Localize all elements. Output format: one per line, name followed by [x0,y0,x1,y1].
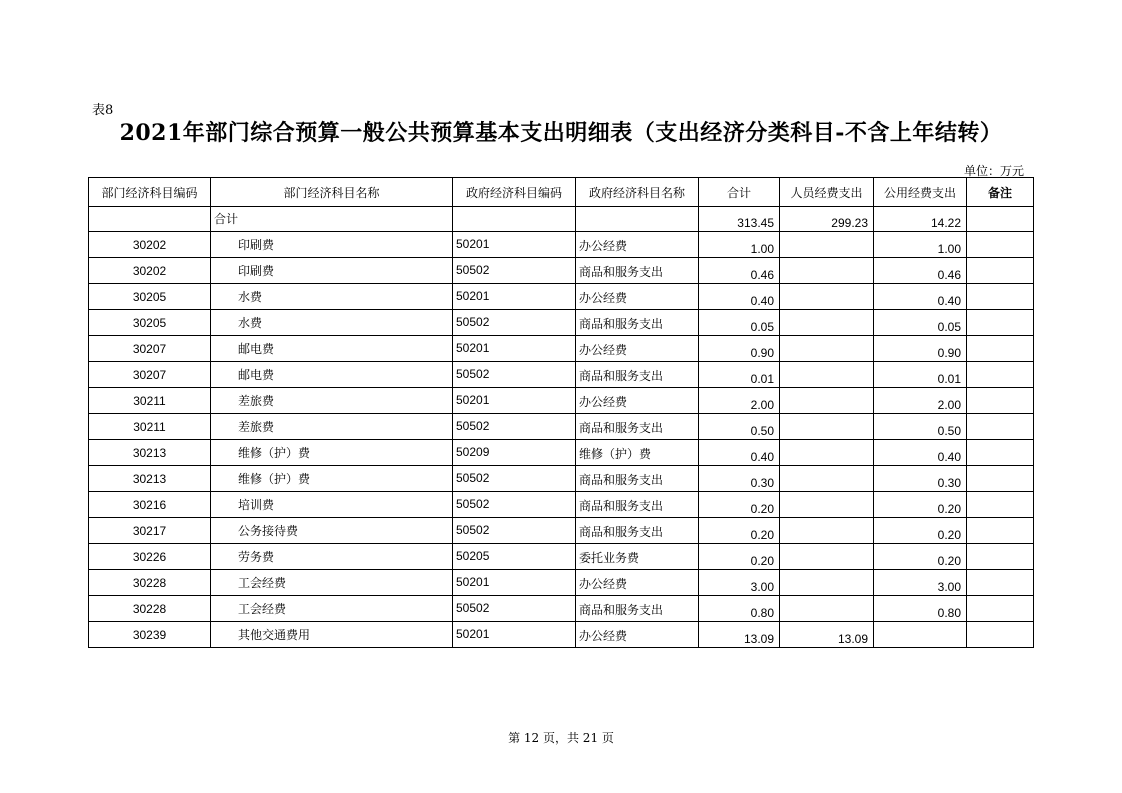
personnel-cell [780,440,874,466]
gov-code-cell: 50201 [453,388,576,414]
table-row [89,336,1034,362]
dept-code-cell: 30213 [89,466,211,492]
dept-code-cell: 30228 [89,596,211,622]
personnel-cell [780,596,874,622]
remarks-cell [967,570,1034,596]
table-header-row [89,178,1034,207]
dept-name-cell: 维修（护）费 [211,440,453,466]
page-footer: 第 12 页，共 21 页 [508,731,614,745]
table-row [89,284,1034,310]
table-row [89,232,1034,258]
personnel-cell [780,310,874,336]
table-row [89,596,1034,622]
dept-name-cell: 其他交通费用 [211,622,453,648]
dept-name-cell: 工会经费 [211,570,453,596]
gov-name-cell: 商品和服务支出 [576,258,699,284]
remarks-cell [967,622,1034,648]
remarks-cell [967,544,1034,570]
table-row [89,570,1034,596]
gov-name-cell: 商品和服务支出 [576,492,699,518]
dept-name-cell: 工会经费 [211,596,453,622]
header-remarks: 备注 [967,178,1034,207]
dept-name-cell: 邮电费 [211,362,453,388]
header-gov-code: 政府经济科目编码 [453,178,576,207]
header-dept-code: 部门经济科目编码 [89,178,211,207]
dept-code-cell: 30239 [89,622,211,648]
table-row [89,544,1034,570]
dept-code-cell: 30207 [89,336,211,362]
public-cell: 0.05 [874,310,967,336]
dept-name-cell: 培训费 [211,492,453,518]
total-cell: 13.09 [699,622,780,648]
dept-name-cell: 劳务费 [211,544,453,570]
header-personnel: 人员经费支出 [780,178,874,207]
total-cell: 0.40 [699,284,780,310]
personnel-cell [780,232,874,258]
total-cell: 0.40 [699,440,780,466]
gov-code-cell: 50201 [453,336,576,362]
total-cell: 0.20 [699,492,780,518]
gov-code-cell: 50502 [453,518,576,544]
remarks-cell [967,466,1034,492]
table-row [89,492,1034,518]
remarks-cell [967,414,1034,440]
remarks-cell [967,284,1034,310]
total-remarks [967,207,1034,232]
personnel-cell [780,388,874,414]
personnel-cell [780,258,874,284]
dept-code-cell: 30205 [89,310,211,336]
total-cell: 3.00 [699,570,780,596]
dept-name-cell: 印刷费 [211,232,453,258]
dept-code-cell: 30216 [89,492,211,518]
public-cell: 0.90 [874,336,967,362]
remarks-cell [967,492,1034,518]
total-cell: 0.80 [699,596,780,622]
gov-code-cell: 50201 [453,232,576,258]
dept-code-cell: 30202 [89,258,211,284]
gov-name-cell: 商品和服务支出 [576,596,699,622]
dept-code-cell: 30205 [89,284,211,310]
remarks-cell [967,596,1034,622]
header-public: 公用经费支出 [874,178,967,207]
gov-name-cell: 维修（护）费 [576,440,699,466]
total-cell: 0.01 [699,362,780,388]
total-gov-code [453,207,576,232]
personnel-cell [780,466,874,492]
gov-code-cell: 50502 [453,466,576,492]
total-cell: 0.90 [699,336,780,362]
public-cell: 0.46 [874,258,967,284]
gov-code-cell: 50201 [453,570,576,596]
personnel-cell [780,362,874,388]
personnel-cell [780,518,874,544]
personnel-cell [780,414,874,440]
budget-detail-table [88,177,1034,648]
remarks-cell [967,440,1034,466]
dept-code-cell: 30213 [89,440,211,466]
gov-name-cell: 办公经费 [576,336,699,362]
table-number: 表8 [92,103,114,118]
header-dept-name: 部门经济科目名称 [211,178,453,207]
table-row [89,258,1034,284]
dept-code-cell: 30207 [89,362,211,388]
total-cell: 0.05 [699,310,780,336]
dept-name-cell: 差旅费 [211,388,453,414]
total-public: 14.22 [874,207,967,232]
public-cell: 0.40 [874,284,967,310]
gov-code-cell: 50205 [453,544,576,570]
table-row [89,388,1034,414]
total-cell: 1.00 [699,232,780,258]
personnel-cell [780,544,874,570]
gov-name-cell: 办公经费 [576,388,699,414]
public-cell: 0.20 [874,492,967,518]
personnel-cell [780,570,874,596]
gov-code-cell: 50201 [453,284,576,310]
dept-name-cell: 邮电费 [211,336,453,362]
table-row [89,440,1034,466]
total-row [89,207,1034,232]
gov-code-cell: 50502 [453,310,576,336]
public-cell: 2.00 [874,388,967,414]
remarks-cell [967,518,1034,544]
gov-code-cell: 50502 [453,362,576,388]
gov-code-cell: 50201 [453,622,576,648]
gov-name-cell: 商品和服务支出 [576,362,699,388]
public-cell: 1.00 [874,232,967,258]
gov-code-cell: 50209 [453,440,576,466]
dept-name-cell: 维修（护）费 [211,466,453,492]
page-title: 2021年部门综合预算一般公共预算基本支出明细表（支出经济分类科目-不含上年结转） [119,120,1003,146]
gov-name-cell: 办公经费 [576,570,699,596]
header-total: 合计 [699,178,780,207]
dept-code-cell: 30217 [89,518,211,544]
total-label: 合计 [211,207,453,232]
personnel-cell [780,492,874,518]
personnel-cell: 13.09 [780,622,874,648]
public-cell: 0.80 [874,596,967,622]
dept-code-cell: 30211 [89,388,211,414]
total-cell: 2.00 [699,388,780,414]
public-cell: 0.40 [874,440,967,466]
total-gov-name [576,207,699,232]
total-cell: 0.20 [699,544,780,570]
public-cell: 0.20 [874,518,967,544]
dept-code-cell: 30226 [89,544,211,570]
dept-name-cell: 印刷费 [211,258,453,284]
dept-code-cell: 30228 [89,570,211,596]
personnel-cell [780,336,874,362]
dept-code-cell: 30202 [89,232,211,258]
public-cell: 0.50 [874,414,967,440]
total-cell: 0.46 [699,258,780,284]
dept-name-cell: 公务接待费 [211,518,453,544]
dept-code-cell: 30211 [89,414,211,440]
total-cell: 0.30 [699,466,780,492]
table-row [89,362,1034,388]
unit-label: 单位：万元 [964,164,1025,178]
gov-code-cell: 50502 [453,258,576,284]
header-gov-name: 政府经济科目名称 [576,178,699,207]
total-dept-code [89,207,211,232]
gov-name-cell: 办公经费 [576,284,699,310]
remarks-cell [967,258,1034,284]
public-cell: 0.20 [874,544,967,570]
gov-name-cell: 商品和服务支出 [576,466,699,492]
remarks-cell [967,232,1034,258]
gov-name-cell: 办公经费 [576,232,699,258]
public-cell [874,622,967,648]
dept-name-cell: 差旅费 [211,414,453,440]
public-cell: 0.30 [874,466,967,492]
remarks-cell [967,336,1034,362]
remarks-cell [967,310,1034,336]
total-amount: 313.45 [699,207,780,232]
total-cell: 0.50 [699,414,780,440]
remarks-cell [967,388,1034,414]
total-personnel: 299.23 [780,207,874,232]
public-cell: 0.01 [874,362,967,388]
gov-name-cell: 委托业务费 [576,544,699,570]
remarks-cell [967,362,1034,388]
gov-name-cell: 商品和服务支出 [576,518,699,544]
personnel-cell [780,284,874,310]
dept-name-cell: 水费 [211,284,453,310]
gov-code-cell: 50502 [453,414,576,440]
gov-name-cell: 办公经费 [576,622,699,648]
gov-code-cell: 50502 [453,596,576,622]
table-row [89,622,1034,648]
total-cell: 0.20 [699,518,780,544]
dept-name-cell: 水费 [211,310,453,336]
gov-name-cell: 商品和服务支出 [576,310,699,336]
table-row [89,518,1034,544]
table-row [89,310,1034,336]
table-row [89,466,1034,492]
public-cell: 3.00 [874,570,967,596]
gov-code-cell: 50502 [453,492,576,518]
table-row [89,414,1034,440]
gov-name-cell: 商品和服务支出 [576,414,699,440]
